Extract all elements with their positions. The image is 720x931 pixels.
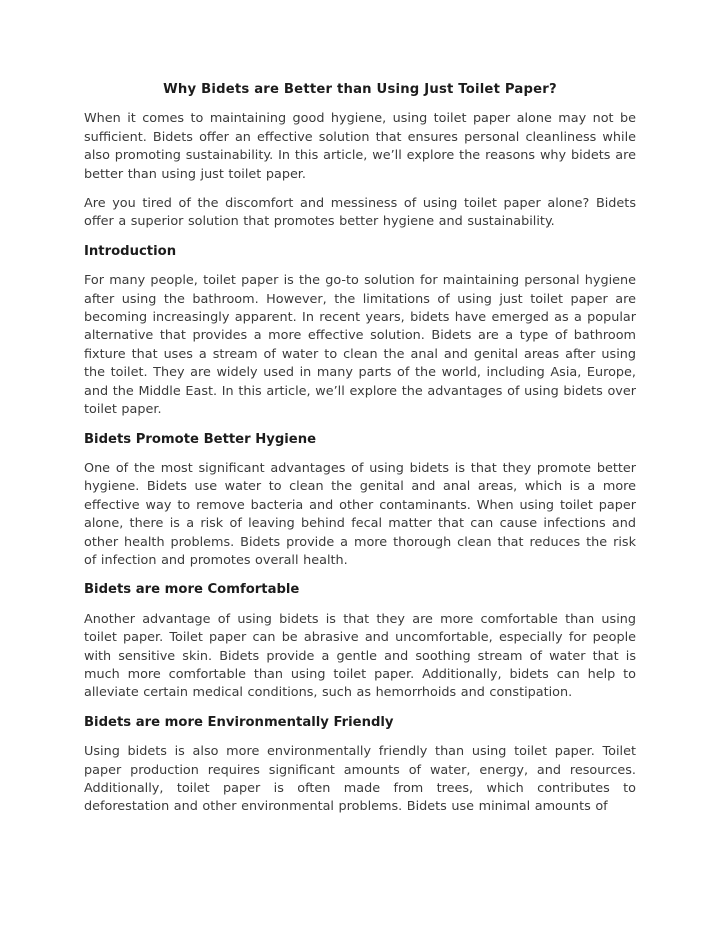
- paragraph-hook: Are you tired of the discomfort and messiness of using toilet paper alone? Bidets offer a superior solution that promotes better hygiene and sustainability.: [84, 196, 636, 230]
- paragraph-hygiene-intro: When it comes to maintaining good hygiene, using toilet paper alone may not be sufficient. Bidets offer an effective solution that ensures personal cleanliness while also promoting sustainability. In this article, we’ll explore the reasons why bidets are better than using just toilet paper.: [84, 111, 636, 182]
- paragraph-more-comfortable: Another advantage of using bidets is that they are more comfortable than using toilet paper. Toilet paper can be abrasive and uncomfortable, especially for people with sensitive skin. Bidets provide a gentle and soothing stream of water that is much more comfortable than using toilet paper. Additionally, bidets can help to alleviate certain medical conditions, such as hemorrhoids and constipation.: [84, 611, 636, 701]
- paragraph-promote-better-hygiene: One of the most significant advantages of using bidets is that they promote better hygiene. Bidets use water to clean the genital and anal areas, which is a more effective way to remove bacteria and other contaminants. When using toilet paper alone, there is a risk of leaving behind fecal matter that can cause infections and other health problems. Bidets provide a more thorough clean that reduces the risk of infection and promotes overall health.: [84, 460, 636, 568]
- document-title: Why Bidets are Better than Using Just Toilet Paper?: [163, 82, 557, 97]
- heading-promote-better-hygiene: Bidets Promote Better Hygiene: [84, 431, 317, 447]
- paragraph-introduction: For many people, toilet paper is the go-to solution for maintaining personal hygiene after using the bathroom. However, the limitations of using just toilet paper are becoming increasingly apparent. In recent years, bidets have emerged as a popular alternative that provides a more effective solution. Bidets are a type of bathroom fixture that uses a stream of water to clean the anal and genital areas after using the toilet. They are widely used in many parts of the world, including Asia, Europe, and the Middle East. In this article, we’ll explore the advantages of using bidets over toilet paper.: [84, 273, 636, 418]
- heading-introduction: Introduction: [84, 243, 177, 259]
- heading-more-comfortable: Bidets are more Comfortable: [84, 582, 300, 598]
- heading-environmentally-friendly: Bidets are more Environmentally Friendly: [84, 714, 394, 730]
- paragraph-environmentally-friendly: Using bidets is also more environmentally friendly than using toilet paper. Toilet paper production requires significant amounts of water, energy, and resources. Additionally, toilet paper is often made from trees, which contributes to deforestation and other environmental problems. Bidets use minimal amounts of: [84, 744, 636, 815]
